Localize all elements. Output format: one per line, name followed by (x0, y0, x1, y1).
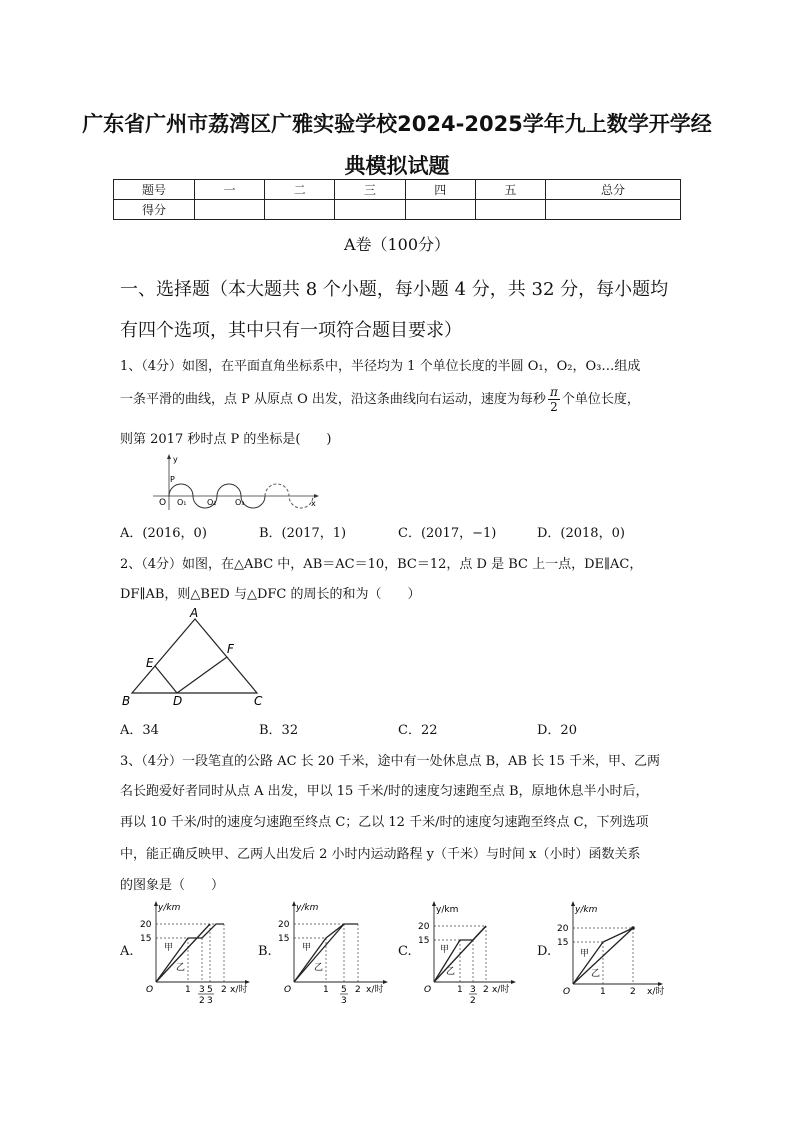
section-a-heading: A卷（100分） (343, 235, 451, 254)
tick-5: 5 (341, 985, 347, 995)
tick-1: 1 (323, 985, 329, 995)
tick-1: 1 (457, 985, 463, 995)
label-jia: 甲 (440, 945, 450, 955)
origin-label: O (146, 985, 154, 995)
q2-triangle-figure (115, 605, 275, 710)
tick-1: 1 (185, 985, 191, 995)
q1-option-b[interactable]: B．(2017，1) (259, 526, 347, 541)
label-origin: O (159, 498, 167, 508)
frac-denominator: 2 (550, 400, 558, 414)
score-cell: 题号 (114, 180, 195, 200)
q3-option-c-graph[interactable] (414, 898, 524, 1008)
x-axis-label: x/时 (647, 987, 665, 997)
q2-option-d[interactable]: D．20 (537, 723, 577, 738)
tick-3: 3 (199, 985, 205, 995)
y-axis-label: y/km (575, 905, 598, 915)
end-point (631, 926, 635, 930)
paper-title-line1: 广东省广州市荔湾区广雅实验学校2024-2025学年九上数学开学经 (82, 112, 712, 136)
q1-option-c[interactable]: C．(2017，−1) (398, 526, 497, 541)
segment-df (177, 657, 227, 693)
label-o1: O₁ (177, 498, 187, 507)
q2-line2: DF∥AB，则△BED 与△DFC 的周长的和为（ ） (120, 587, 421, 602)
q1-option-a[interactable]: A．(2016，0) (120, 526, 207, 541)
q1-line1: 1、（4分）如图，在平面直角坐标系中，半径均为 1 个单位长度的半圆 O₁，O₂，O₃…组成 (120, 359, 641, 374)
label-o2: O₂ (207, 498, 217, 507)
tick-2: 2 (221, 985, 227, 995)
q1-line3: 则第 2017 秒时点 P 的坐标是( ) (120, 432, 332, 447)
q3-option-a-graph[interactable] (136, 898, 256, 1008)
label-p: P (170, 475, 175, 484)
tick-2: 2 (630, 987, 636, 997)
line-yi (156, 924, 210, 982)
score-cell: 得分 (114, 200, 195, 220)
score-cell: 三 (335, 180, 405, 200)
q1-option-d[interactable]: D．(2018，0) (537, 526, 625, 541)
tick-15: 15 (278, 934, 290, 944)
tick-den-2: 2 (470, 996, 476, 1006)
tick-15: 15 (557, 938, 569, 948)
origin-label: O (284, 985, 292, 995)
q3-option-d-graph[interactable] (553, 898, 673, 1008)
q1-line2 (120, 385, 680, 414)
label-f: F (227, 642, 234, 656)
label-jia: 甲 (164, 943, 174, 953)
score-cell: 四 (405, 180, 475, 200)
q3-option-b-letter[interactable]: B. (258, 944, 272, 959)
q3-option-c-letter[interactable]: C. (398, 944, 412, 959)
score-cell: 五 (475, 180, 545, 200)
x-axis-arrow (314, 494, 319, 498)
tick-2: 2 (355, 985, 361, 995)
score-cell: 一 (195, 180, 265, 200)
score-input-cell[interactable] (475, 200, 545, 220)
label-a: A (190, 606, 199, 620)
x-arrow (511, 980, 516, 984)
tick-20: 20 (278, 920, 290, 930)
tick-den-3: 3 (207, 996, 213, 1006)
q2-option-b[interactable]: B．32 (259, 723, 299, 738)
q2-option-a[interactable]: A．34 (120, 723, 159, 738)
q1-line2-b: 个单位长度， (561, 392, 640, 407)
score-table-score-row (114, 200, 681, 220)
tick-den-3: 3 (341, 996, 347, 1006)
tick-20: 20 (418, 922, 430, 932)
y-axis-label: y/km (296, 903, 319, 913)
score-input-cell[interactable] (546, 200, 681, 220)
q3-option-a-letter[interactable]: A. (120, 944, 134, 959)
y-axis-label: y/km (436, 905, 459, 915)
tick-15: 15 (140, 934, 152, 944)
label-y: y (173, 455, 178, 464)
score-input-cell[interactable] (265, 200, 335, 220)
score-table (113, 179, 681, 220)
tick-20: 20 (140, 920, 152, 930)
label-c: C (254, 694, 263, 708)
part1-heading-line1: 一、选择题（本大题共 8 个小题，每小题 4 分，共 32 分，每小题均 (120, 279, 669, 300)
label-x: x (311, 499, 316, 508)
segment-de (155, 666, 177, 693)
x-axis-label: x/时 (230, 985, 248, 995)
line-yi (294, 924, 344, 982)
score-table-header-row (114, 180, 681, 200)
q3-line2: 名长跑爱好者同时从点 A 出发，甲以 15 千米/时的速度匀速跑至点 B，原地休息半小时后， (120, 784, 649, 799)
score-input-cell[interactable] (195, 200, 265, 220)
score-cell: 二 (265, 180, 335, 200)
tick-1: 1 (600, 987, 606, 997)
q2-option-c[interactable]: C．22 (398, 723, 438, 738)
score-cell: 总分 (546, 180, 681, 200)
x-axis-label: x/时 (366, 985, 384, 995)
q3-option-b-graph[interactable] (274, 898, 394, 1008)
frac-numerator: π (549, 385, 558, 399)
y-axis-arrow (167, 454, 171, 459)
tick-den-2: 2 (199, 996, 205, 1006)
line-jia (156, 924, 224, 982)
x-arrow (658, 982, 663, 986)
tick-15: 15 (418, 936, 430, 946)
paper-title-line2: 典模拟试题 (344, 154, 450, 178)
label-yi: 乙 (446, 967, 456, 977)
label-yi: 乙 (591, 969, 601, 979)
q1-figure (145, 452, 325, 514)
label-jia: 甲 (302, 943, 312, 953)
y-axis-label: y/km (158, 903, 181, 913)
q3-line4: 中，能正确反映甲、乙两人出发后 2 小时内运动路程 y（千米）与时间 x（小时）函数关系 (120, 847, 641, 862)
origin-label: O (563, 987, 571, 997)
score-input-cell[interactable] (405, 200, 475, 220)
label-o3: O₃ (235, 498, 245, 507)
label-b: B (122, 694, 131, 708)
tick-20: 20 (557, 924, 569, 934)
label-e: E (146, 656, 154, 670)
tick-3: 3 (470, 985, 476, 995)
label-yi: 乙 (314, 963, 324, 973)
x-arrow (245, 980, 250, 984)
q3-line3: 再以 10 千米/时的速度匀速跑至终点 C；乙以 12 千米/时的速度匀速跑至终点 C，下列选项 (120, 815, 649, 830)
label-d: D (173, 694, 183, 708)
score-input-cell[interactable] (335, 200, 405, 220)
tick-5: 5 (207, 985, 213, 995)
tick-2: 2 (483, 985, 489, 995)
q3-line1: 3、（4分）一段笔直的公路 AC 长 20 千米，途中有一处休息点 B，AB 长 15 千米，甲、乙两 (120, 754, 661, 769)
label-yi: 乙 (176, 963, 186, 973)
q2-line1: 2、（4分）如图，在△ABC 中，AB＝AC＝10，BC＝12，点 D 是 BC 上一点，DE∥AC， (120, 557, 643, 572)
part1-heading-line2: 有四个选项，其中只有一项符合题目要求） (120, 320, 462, 341)
label-jia: 甲 (580, 949, 590, 959)
x-arrow (383, 980, 388, 984)
pi-over-2-fraction (548, 385, 560, 414)
q3-line5: 的图象是（ ） (120, 878, 225, 893)
x-axis-label: x/时 (492, 985, 510, 995)
origin-label: O (424, 985, 432, 995)
q3-option-d-letter[interactable]: D. (537, 944, 552, 959)
line-jia (294, 924, 358, 982)
q1-line2-a: 一条平滑的曲线，点 P 从原点 O 出发，沿这条曲线向右运动，速度为每秒 (120, 392, 546, 407)
